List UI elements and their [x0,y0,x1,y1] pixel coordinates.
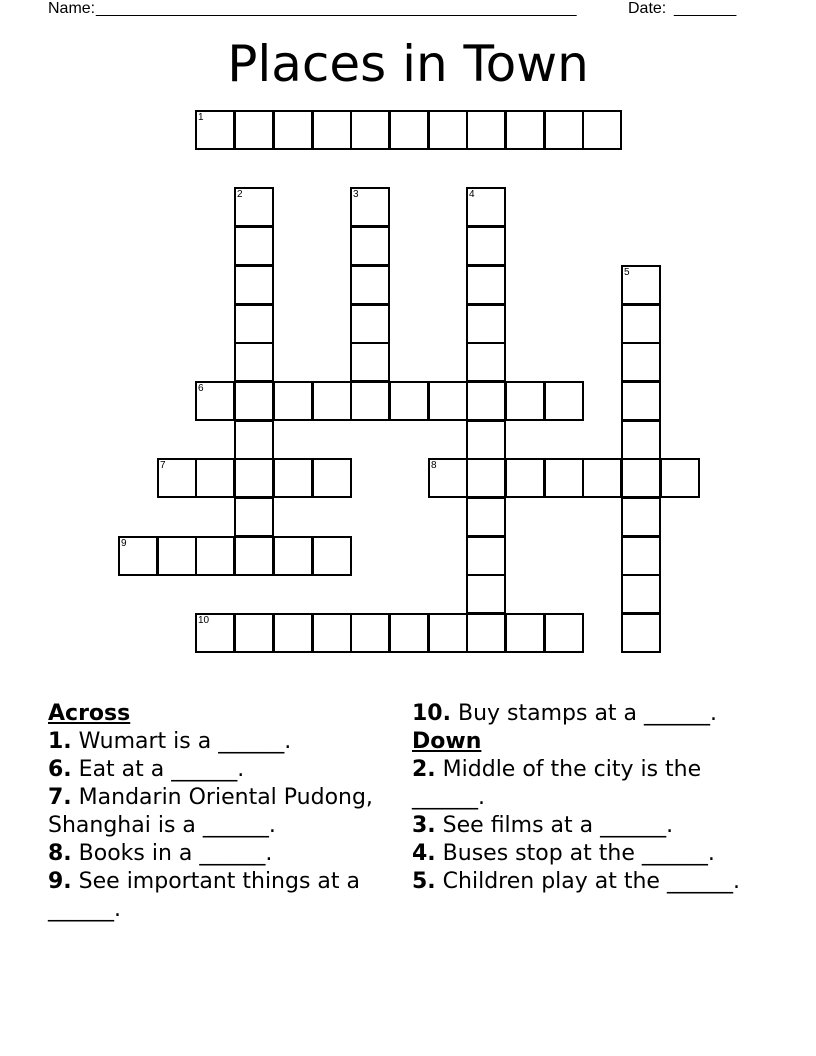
clue-number: 1 [198,112,204,123]
grid-cell[interactable] [234,342,274,382]
grid-cell[interactable] [350,187,390,227]
grid-cell[interactable] [428,613,468,653]
grid-cell[interactable] [273,536,313,576]
clue-across-1: 1. Wumart is a ______. [48,729,292,754]
clue-across-6: 6. Eat at a ______. [48,757,245,782]
grid-cell[interactable] [582,110,622,150]
clue-across-7: 7. Mandarin Oriental Pudong, Shanghai is a ______. [48,785,373,838]
grid-cell[interactable] [544,458,584,498]
date-blank[interactable]: _______ [674,0,737,17]
grid-cell[interactable] [234,536,274,576]
grid-cell[interactable] [428,458,468,498]
grid-cell[interactable] [544,110,584,150]
page-title: Places in Town [227,35,589,93]
grid-cell[interactable] [466,497,506,537]
grid-cell[interactable] [195,110,235,150]
grid-cell[interactable] [312,110,352,150]
clue-number: 4 [469,189,475,200]
name-blank[interactable]: ______________________________________________________ [96,0,577,17]
grid-cell[interactable] [389,110,429,150]
grid-cell[interactable] [234,110,274,150]
grid-cell[interactable] [273,458,313,498]
clue-across-9: 9. See important things at a ______. [48,869,361,922]
clue-number: 7 [160,460,166,471]
clue-number: 8 [431,460,437,471]
grid-cell[interactable] [466,613,506,653]
grid-cell[interactable] [312,381,352,421]
grid-cell[interactable] [234,458,274,498]
clue-down-4: 4. Buses stop at the ______. [412,841,715,866]
down-heading: Down [412,729,482,754]
grid-cell[interactable] [621,458,661,498]
grid-cell[interactable] [466,574,506,614]
grid-cell[interactable] [428,381,468,421]
clue-number: 10 [198,615,210,626]
grid-cell[interactable] [466,381,506,421]
grid-cell[interactable] [312,536,352,576]
grid-cell[interactable] [621,536,661,576]
grid-cell[interactable] [312,458,352,498]
grid-cell[interactable] [466,304,506,344]
grid-cell[interactable] [621,304,661,344]
grid-cell[interactable] [234,420,274,460]
grid-cell[interactable] [157,536,197,576]
grid-cell[interactable] [195,536,235,576]
grid-cell[interactable] [582,458,622,498]
grid-cell[interactable] [466,420,506,460]
grid-cell[interactable] [466,187,506,227]
grid-cell[interactable] [195,458,235,498]
grid-cell[interactable] [466,536,506,576]
grid-cell[interactable] [621,497,661,537]
clue-number: 3 [353,189,359,200]
clue-number: 9 [121,538,127,549]
clue-number: 5 [624,267,630,278]
grid-cell[interactable] [234,497,274,537]
grid-cell[interactable] [505,613,545,653]
across-clues [48,700,398,924]
grid-cell[interactable] [350,613,390,653]
grid-cell[interactable] [350,110,390,150]
grid-cell[interactable] [466,265,506,305]
grid-cell[interactable] [350,342,390,382]
grid-cell[interactable] [312,613,352,653]
clue-down-5: 5. Children play at the ______. [412,869,740,894]
grid-cell[interactable] [234,187,274,227]
name-label: Name: [48,0,100,17]
clue-number: 2 [237,189,243,200]
grid-cell[interactable] [621,381,661,421]
date-label: Date: [628,0,671,17]
grid-cell[interactable] [234,613,274,653]
clue-down-2: 2. Middle of the city is the ______. [412,757,702,810]
clue-number: 6 [198,383,204,394]
grid-cell[interactable] [621,265,661,305]
grid-cell[interactable] [621,613,661,653]
grid-cell[interactable] [234,304,274,344]
grid-cell[interactable] [350,226,390,266]
grid-cell[interactable] [621,420,661,460]
grid-cell[interactable] [544,381,584,421]
grid-cell[interactable] [466,342,506,382]
grid-cell[interactable] [505,381,545,421]
grid-cell[interactable] [234,265,274,305]
grid-cell[interactable] [157,458,197,498]
grid-cell[interactable] [544,613,584,653]
grid-cell[interactable] [195,381,235,421]
grid-cell[interactable] [466,110,506,150]
clue-across-8: 8. Books in a ______. [48,841,273,866]
grid-cell[interactable] [350,381,390,421]
grid-cell[interactable] [621,342,661,382]
grid-cell[interactable] [273,381,313,421]
clue-across-10: 10. Buy stamps at a ______. [412,701,718,726]
grid-cell[interactable] [350,304,390,344]
grid-cell[interactable] [389,381,429,421]
grid-cell[interactable] [428,110,468,150]
down-clues [412,700,752,896]
grid-cell[interactable] [273,613,313,653]
grid-cell[interactable] [195,613,235,653]
grid-cell[interactable] [234,381,274,421]
grid-cell[interactable] [505,458,545,498]
grid-cell[interactable] [621,574,661,614]
grid-cell[interactable] [273,110,313,150]
clue-down-3: 3. See films at a ______. [412,813,674,838]
grid-cell[interactable] [118,536,158,576]
grid-cell[interactable] [350,265,390,305]
grid-cell[interactable] [466,458,506,498]
grid-cell[interactable] [466,226,506,266]
grid-cell[interactable] [660,458,700,498]
grid-cell[interactable] [234,226,274,266]
across-heading: Across [48,701,131,726]
grid-cell[interactable] [505,110,545,150]
grid-cell[interactable] [389,613,429,653]
